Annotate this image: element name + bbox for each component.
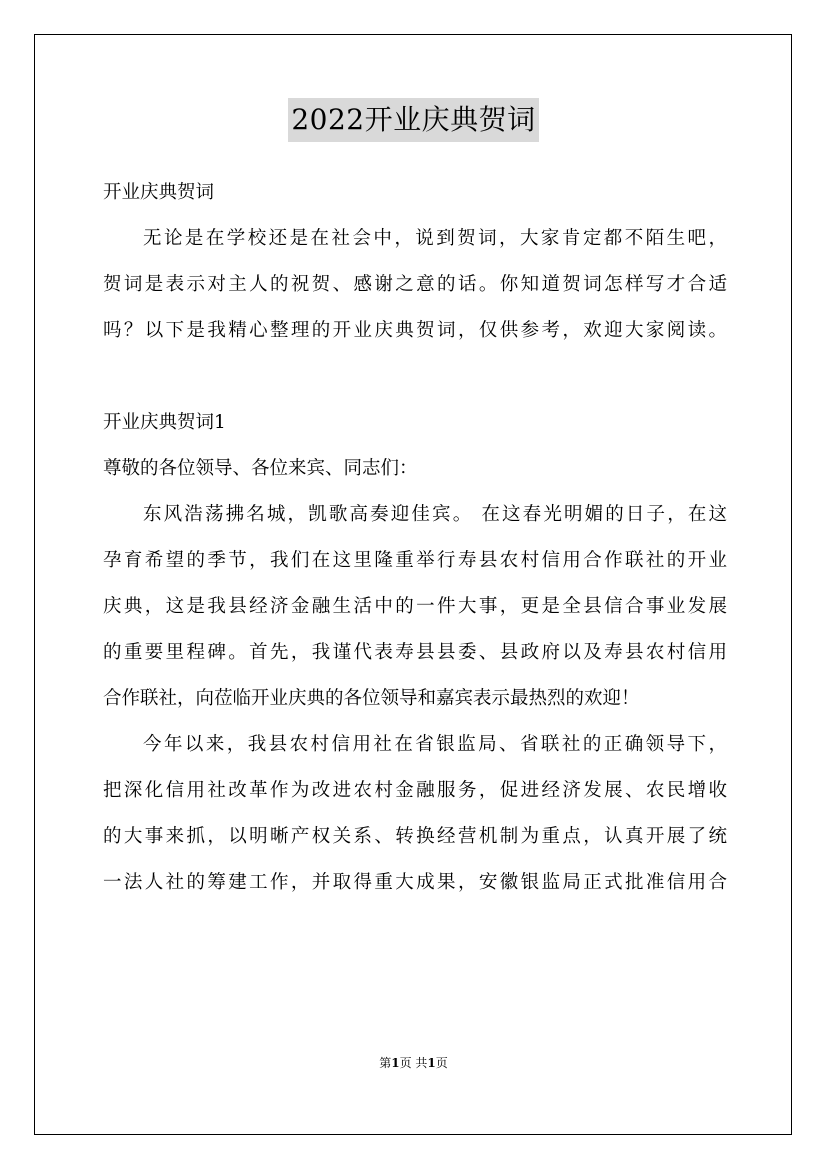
paragraph-line: 东风浩荡拂名城，凯歌高奏迎佳宾。 在这春光明媚的日子，在这: [143, 504, 727, 525]
paragraph-line: 今年以来，我县农村信用社在省银监局、省联社的正确领导下，: [143, 734, 727, 755]
paragraph-line: 合作联社，向莅临开业庆典的各位领导和嘉宾表示最热烈的欢迎！: [103, 688, 640, 709]
paragraph-line: 的大事来抓，以明晰产权关系、转换经营机制为重点，认真开展了统: [103, 826, 727, 847]
intro-line: 无论是在学校还是在社会中，说到贺词，大家肯定都不陌生吧，: [143, 228, 727, 249]
document-title: 2022开业庆典贺词: [288, 98, 538, 142]
page-mid: 页 共: [399, 1056, 428, 1070]
paragraph-line: 孕育希望的季节，我们在这里隆重举行寿县农村信用合作联社的开业: [103, 550, 727, 571]
intro-line: 贺词是表示对主人的祝贺、感谢之意的话。你知道贺词怎样写才合适: [103, 274, 727, 295]
page-suffix: 页: [435, 1056, 448, 1070]
page-total: 1: [427, 1056, 436, 1070]
paragraph-line: 的重要里程碑。首先，我谨代表寿县县委、县政府以及寿县农村信用: [103, 642, 727, 663]
section-title: 开业庆典贺词1: [103, 412, 226, 433]
page-prefix: 第: [379, 1056, 392, 1070]
paragraph-line: 一法人社的筹建工作，并取得重大成果，安徽银监局正式批准信用合: [103, 872, 727, 893]
salutation: 尊敬的各位领导、各位来宾、同志们：: [103, 458, 418, 479]
paragraph-line: 庆典，这是我县经济金融生活中的一件大事，更是全县信合事业发展: [103, 596, 727, 617]
page-footer: [0, 1053, 827, 1073]
blank-line: [103, 354, 727, 400]
document-body: [103, 170, 727, 906]
heading: 开业庆典贺词: [103, 182, 215, 203]
title-container: [0, 98, 827, 142]
page-current: 1: [391, 1056, 400, 1070]
paragraph-line: 把深化信用社改革作为改进农村金融服务，促进经济发展、农民增收: [103, 780, 727, 801]
intro-line: 吗？以下是我精心整理的开业庆典贺词，仅供参考，欢迎大家阅读。: [103, 320, 727, 341]
